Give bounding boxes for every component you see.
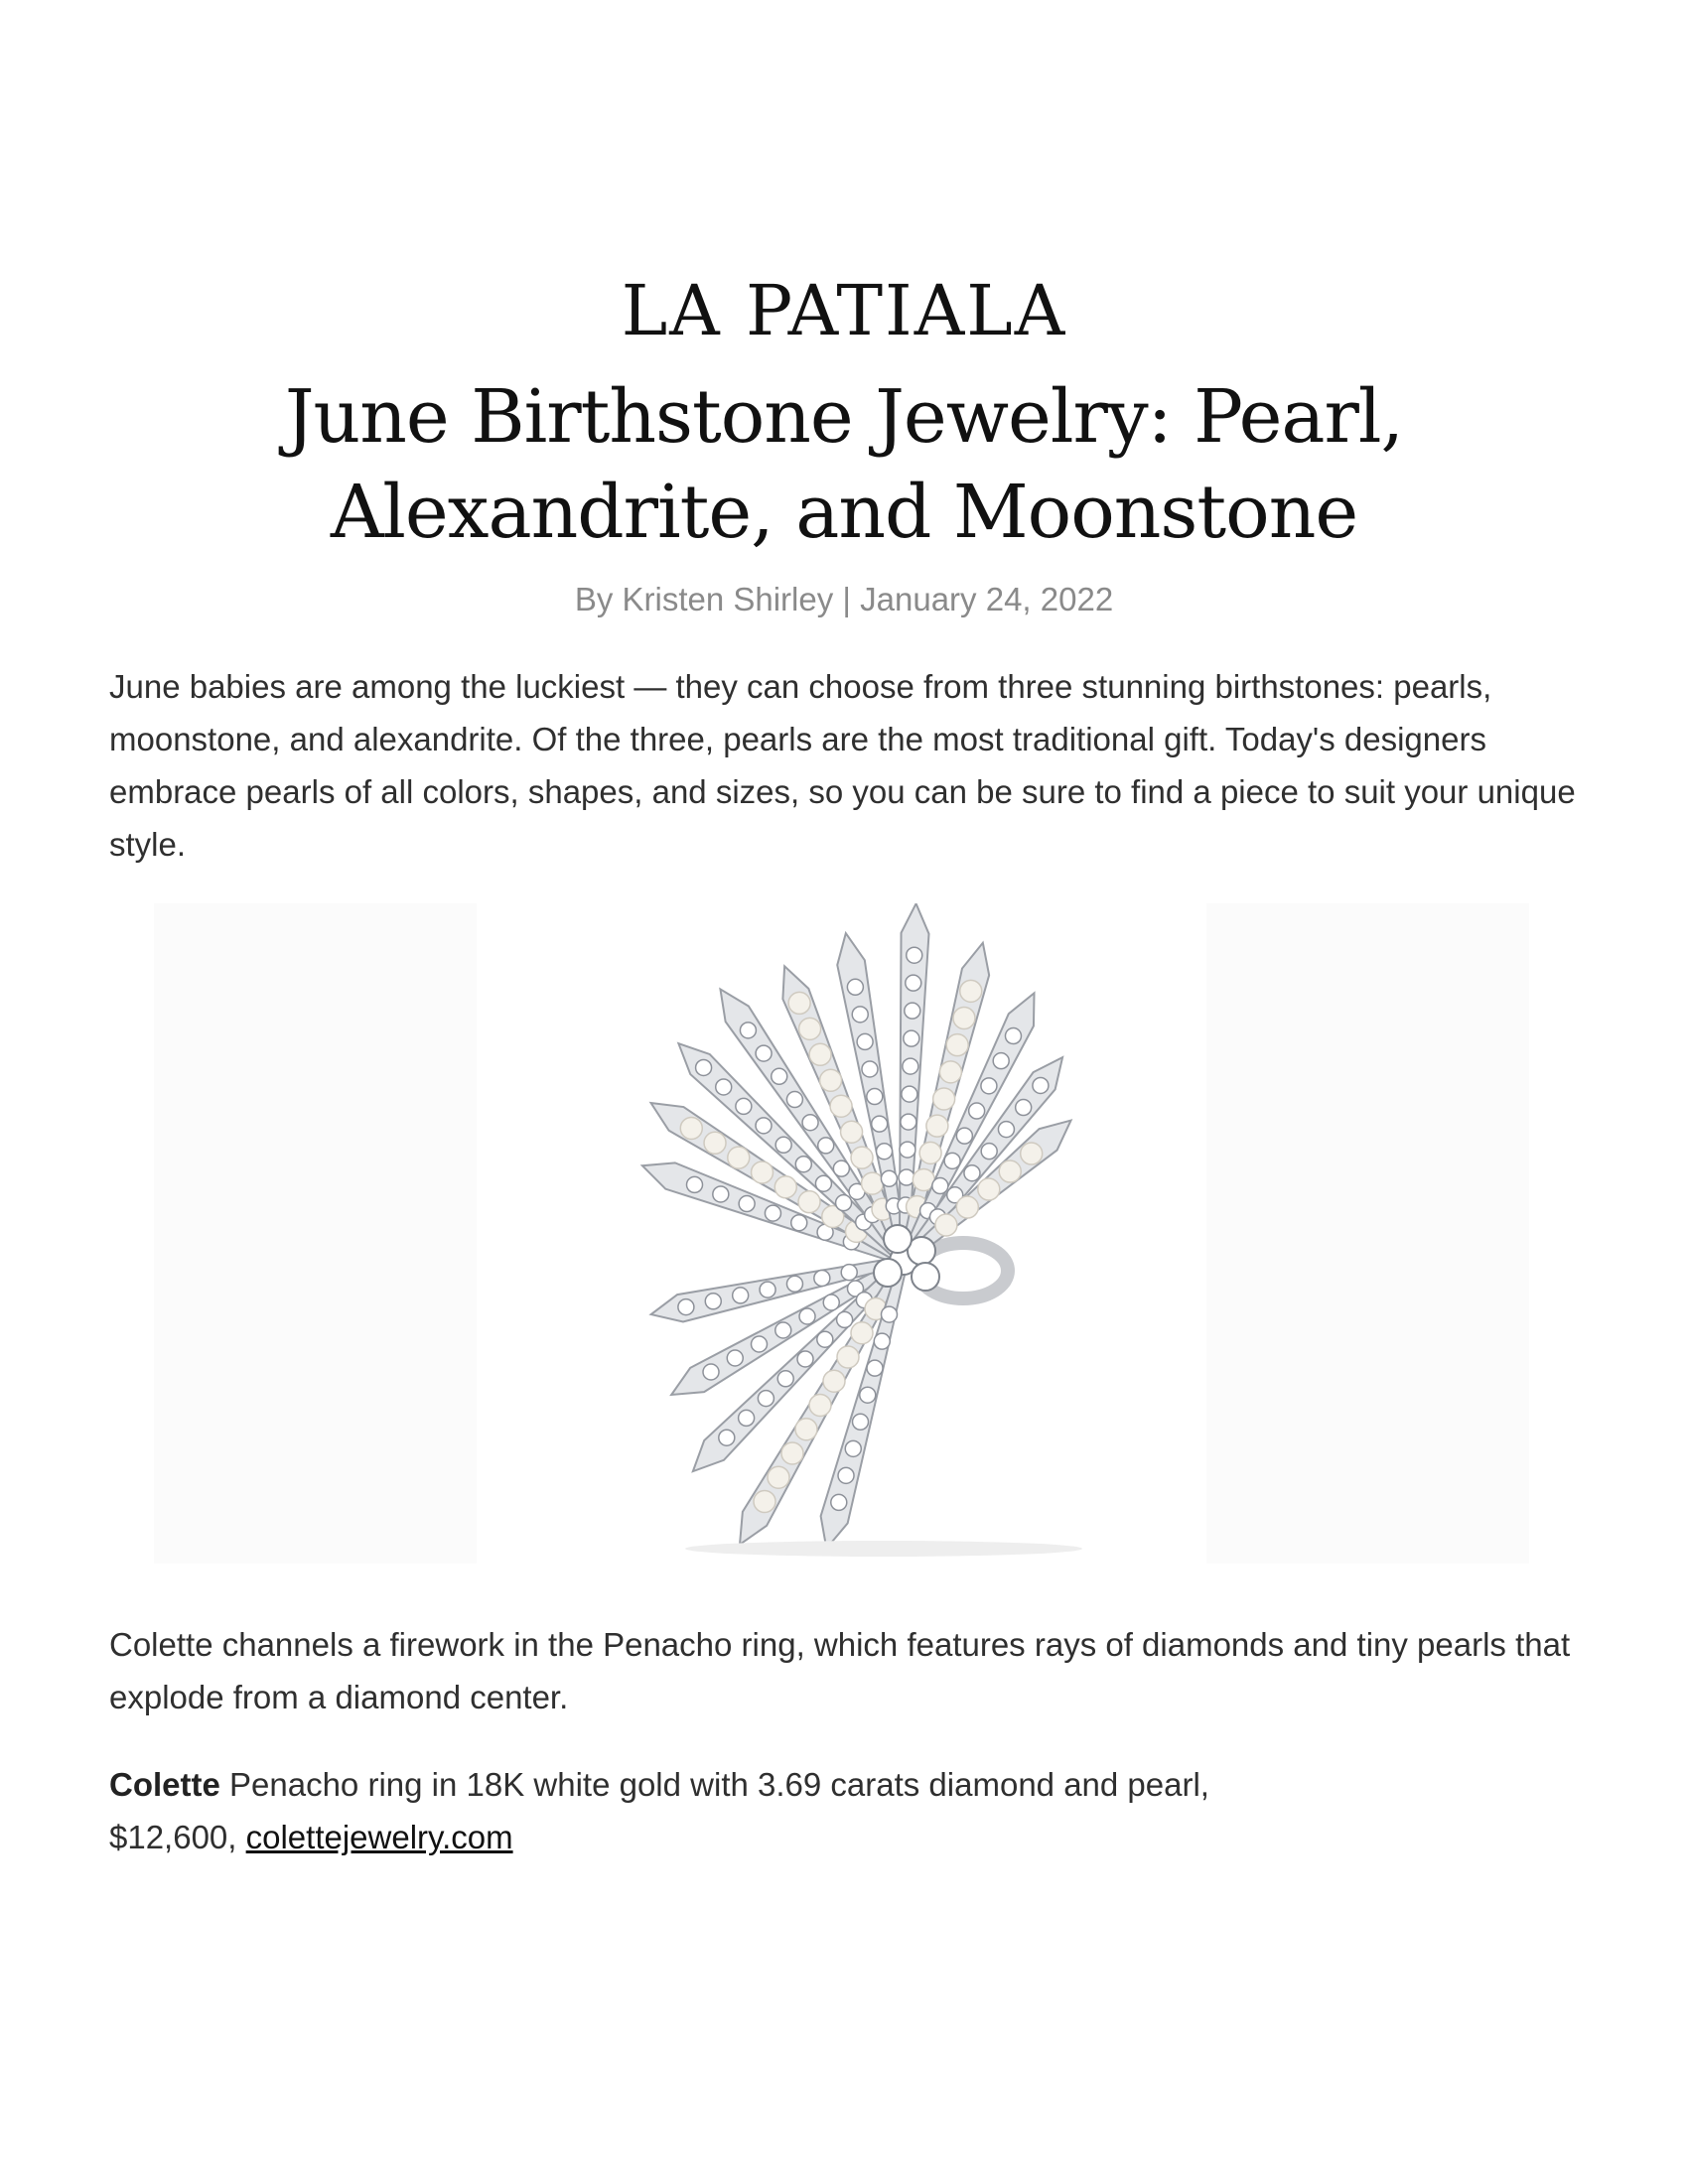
diamond: [765, 1205, 780, 1221]
diamond: [874, 1333, 890, 1349]
caption-paragraph: Colette channels a firework in the Penacho ring, which features rays of diamonds and tiny pearls that explode from a diamond center.: [109, 1626, 1571, 1715]
center-diamond: [884, 1225, 912, 1253]
pearl: [798, 1191, 820, 1213]
pearl: [851, 1322, 873, 1344]
diamond: [847, 979, 863, 995]
diamond: [907, 947, 922, 963]
center-diamond: [874, 1259, 902, 1287]
diamond: [756, 1045, 772, 1061]
diamond: [899, 1169, 914, 1185]
diamond: [756, 1118, 772, 1134]
pearl: [956, 1196, 978, 1218]
pearl: [795, 1419, 817, 1440]
diamond: [853, 1414, 869, 1430]
diamond: [900, 1142, 915, 1158]
pearl: [946, 1034, 968, 1056]
pearl: [809, 1043, 831, 1065]
diamond: [797, 1351, 813, 1367]
diamond: [981, 1078, 997, 1094]
diamond: [760, 1282, 775, 1297]
diamond: [795, 1157, 811, 1172]
article-byline: By Kristen Shirley | January 24, 2022: [574, 581, 1114, 617]
diamond: [867, 1089, 883, 1105]
diamond: [740, 1023, 756, 1038]
diamond: [1016, 1100, 1032, 1116]
diamond: [877, 1144, 893, 1160]
pearl: [978, 1178, 1000, 1200]
intro-paragraph: June babies are among the luckiest — they can choose from three stunning birthstones: pearls, moonstone, and alexandrite. Of the three, pearls are the most traditional gift. Today's designers embrace pearls of all colors, shapes, and sizes, so you can be sure to find a piece to suit your unique style.: [109, 668, 1576, 863]
diamond: [739, 1196, 755, 1212]
pearl: [768, 1466, 789, 1488]
diamond: [902, 1086, 917, 1102]
diamond: [881, 1170, 897, 1186]
diamond: [845, 1440, 861, 1456]
diamond: [802, 1115, 818, 1131]
pearl: [935, 1214, 957, 1236]
diamond: [678, 1299, 694, 1315]
diamond: [857, 1033, 873, 1049]
pearl: [960, 980, 982, 1002]
penacho-ring-image: [154, 903, 1529, 1564]
diamond: [905, 1003, 920, 1019]
pearl: [1021, 1143, 1043, 1164]
diamond: [713, 1186, 729, 1202]
diamond: [981, 1144, 997, 1160]
diamond: [837, 1311, 853, 1327]
diamond: [903, 1058, 918, 1074]
diamond: [703, 1364, 719, 1380]
diamond: [786, 1092, 802, 1108]
diamond: [964, 1165, 980, 1181]
diamond: [1033, 1077, 1049, 1093]
diamond: [998, 1122, 1014, 1138]
pearl: [754, 1490, 775, 1512]
diamond: [687, 1176, 703, 1192]
diamond: [836, 1195, 852, 1211]
diamond: [705, 1294, 721, 1309]
article-title: June Birthstone Jewelry: Pearl, Alexandrite, and Moonstone: [284, 374, 1404, 555]
diamond: [831, 1494, 847, 1510]
diamond: [1005, 1028, 1021, 1044]
diamond: [838, 1467, 854, 1483]
diamond: [733, 1288, 749, 1303]
credit-description: Penacho ring in 18K white gold with 3.69 carats diamond and pearl,: [219, 1766, 1209, 1803]
credit-paragraph: [109, 1758, 1599, 1863]
diamond: [956, 1128, 972, 1144]
diamond: [716, 1079, 732, 1095]
diamond: [814, 1270, 830, 1286]
pearl: [799, 1018, 821, 1039]
diamond: [799, 1308, 815, 1324]
diamond: [841, 1265, 857, 1281]
diamond: [791, 1215, 807, 1231]
pearl: [919, 1142, 941, 1163]
pearl: [752, 1161, 774, 1183]
diamond: [775, 1322, 791, 1338]
diamond: [772, 1068, 787, 1084]
diamond: [882, 1306, 898, 1322]
pearl: [837, 1346, 859, 1368]
pearl: [788, 992, 810, 1014]
diamond: [872, 1116, 888, 1132]
diamond: [862, 1061, 878, 1077]
diamond: [932, 1178, 948, 1194]
ring-shadow: [685, 1541, 1082, 1557]
pearl: [926, 1115, 948, 1137]
diamond: [786, 1276, 802, 1292]
pearl: [728, 1147, 750, 1168]
pearl: [830, 1095, 852, 1117]
pearl: [809, 1394, 831, 1416]
masthead: LA PATIALA: [621, 270, 1067, 351]
diamond: [860, 1387, 876, 1403]
pearl: [820, 1069, 842, 1091]
pearl: [680, 1117, 702, 1139]
diamond: [944, 1153, 960, 1168]
diamond: [833, 1160, 849, 1176]
ring-photo: [154, 903, 1529, 1564]
diamond: [969, 1103, 985, 1119]
diamond: [823, 1295, 839, 1310]
credit-brand: Colette: [109, 1766, 220, 1803]
diamond: [993, 1053, 1009, 1069]
colette-link[interactable]: colettejewelry.com: [245, 1819, 513, 1855]
diamond: [775, 1137, 791, 1153]
diamond: [815, 1175, 831, 1191]
pearl: [939, 1061, 961, 1083]
pearl: [841, 1121, 863, 1143]
diamond: [719, 1430, 735, 1445]
diamond: [758, 1391, 774, 1407]
pearl: [999, 1160, 1021, 1182]
diamond: [817, 1331, 833, 1347]
diamond: [777, 1371, 793, 1387]
pearl: [704, 1132, 726, 1154]
diamond: [696, 1059, 712, 1075]
diamond: [904, 1030, 919, 1046]
diamond: [739, 1410, 755, 1426]
diamond: [901, 1114, 916, 1130]
diamond: [736, 1098, 752, 1114]
pearl: [774, 1176, 796, 1198]
pearl: [933, 1088, 955, 1110]
diamond: [852, 1007, 868, 1023]
diamond: [906, 975, 921, 991]
diamond: [752, 1336, 768, 1352]
pearl: [851, 1147, 873, 1168]
diamond: [867, 1360, 883, 1376]
pearl: [862, 1172, 884, 1194]
diamond: [727, 1350, 743, 1366]
pearl: [781, 1442, 803, 1464]
credit-price: $12,600,: [109, 1819, 246, 1855]
pearl: [953, 1007, 975, 1028]
pearl: [823, 1370, 845, 1392]
center-diamond: [912, 1263, 939, 1291]
diamond: [818, 1138, 834, 1154]
